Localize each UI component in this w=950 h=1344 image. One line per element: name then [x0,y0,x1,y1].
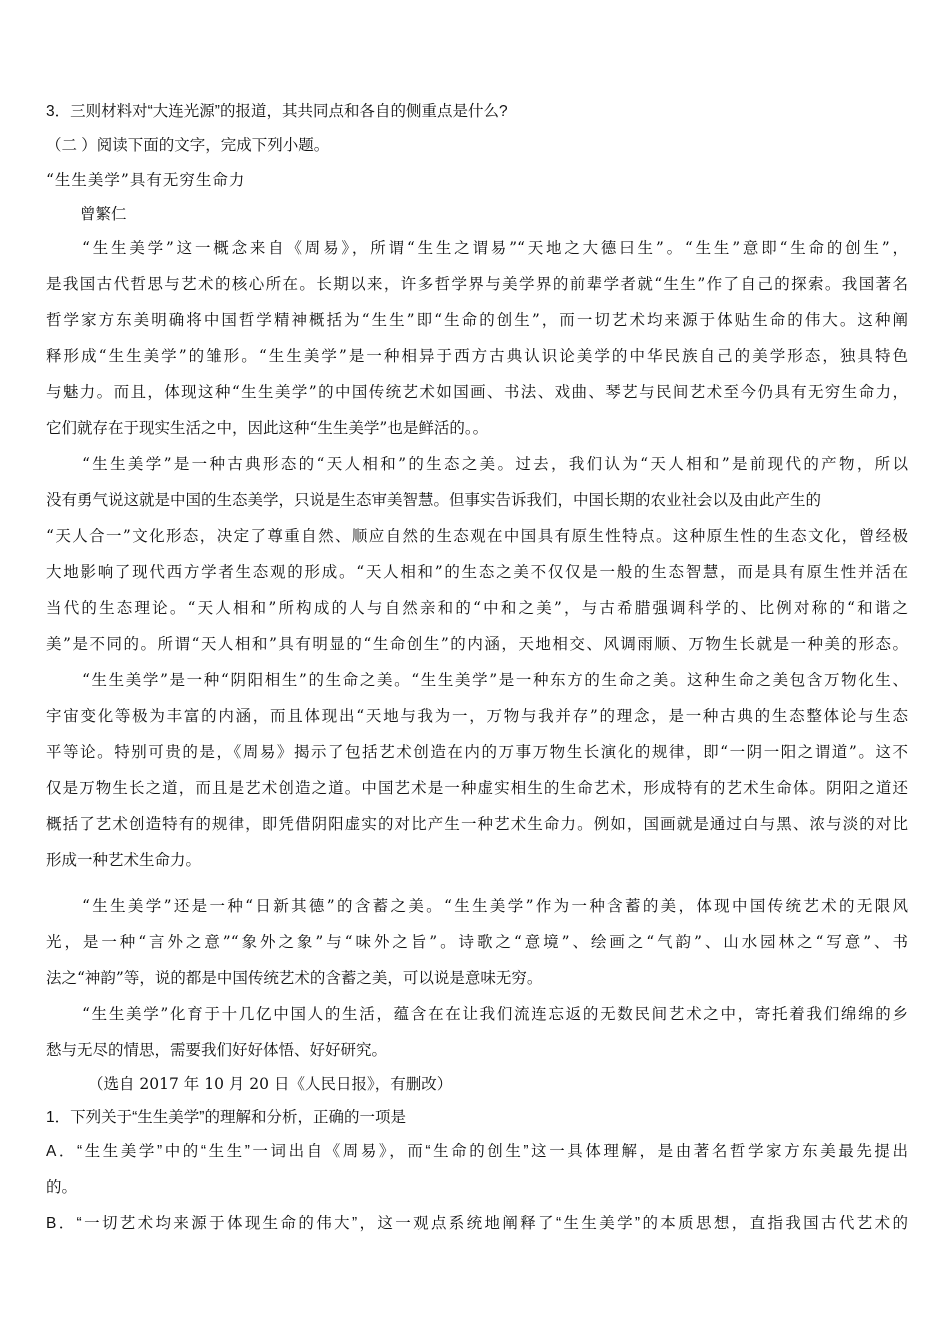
question-3: 3．三则材料对“大连光源”的报道，其共同点和各自的侧重点是什么? [46,103,508,120]
paragraph-4-line: 法之“神韵”等，说的都是中国传统艺术的含蓄之美，可以说是意味无穷。 [46,969,543,987]
paragraph-2-line: 当代的生态理论。“天人相和”所构成的人与自然亲和的“中和之美”，与古希腊强调科学的、比例对称的“和谐之 [46,599,908,617]
paragraph-3-line: 宇宙变化等极为丰富的内涵，而且体现出“天地与我为一，万物与我并存”的理念，是一种古典的生态整体论与生态 [46,707,908,725]
paragraph-2-line: “生生美学”是一种古典形态的“天人相和”的生态之美。过去，我们认为“天人相和”是前现代的产物，所以 [82,455,908,473]
paragraph-1-line: 哲学家方东美明确将中国哲学精神概括为“生生”即“生命的创生”，而一切艺术均来源于体贴生命的伟大。这种阐 [46,311,908,329]
paragraph-3-line: 概括了艺术创造特有的规律，即凭借阴阳虚实的对比产生一种艺术生命力。例如，国画就是通过白与黑、浓与淡的对比 [46,815,908,833]
section-intro: （二 ）阅读下面的文字，完成下列小题。 [46,137,330,154]
article-title: “生生美学”具有无穷生命力 [46,171,246,189]
article-source: （选自 2017 年 10 月 20 日《人民日报》，有删改） [88,1075,453,1093]
paragraph-2-line: 大地影响了现代西方学者生态观的形成。“天人相和”的生态之美不仅仅是一般的生态智慧，而是具有原生性并活在 [46,563,908,581]
paragraph-3-line: 形成一种艺术生命力。 [46,851,202,869]
paragraph-2-line: 美”是不同的。所谓“天人相和”具有明显的“生命创生”的内涵，天地相交、风调雨顺、万物生长就是一种美的形态。 [46,635,908,653]
option-a-line: 的。 [46,1179,78,1196]
paragraph-3-line: “生生美学”是一种“阴阳相生”的生命之美。“生生美学”是一种东方的生命之美。这种生命之美包含万物化生、 [82,671,908,689]
paragraph-5-line: “生生美学”化育于十几亿中国人的生活，蕴含在在让我们流连忘返的无数民间艺术之中，寄托着我们绵绵的乡 [82,1005,908,1023]
paragraph-1-line: 它们就存在于现实生活之中，因此这种“生生美学”也是鲜活的。。 [46,419,489,437]
paragraph-3-line: 仅是万物生长之道，而且是艺术创造之道。中国艺术是一种虚实相生的生命艺术，形成特有的艺术生命体。阴阳之道还 [46,779,908,797]
option-a-line: A．“生生美学”中的“生生”一词出自《周易》，而“生命的创生”这一具体理解，是由著名哲学家方东美最先提出 [46,1143,908,1160]
paragraph-1-line: 与魅力。而且，体现这种“生生美学”的中国传统艺术如国画、书法、戏曲、琴艺与民间艺术至今仍具有无穷生命力， [46,383,908,401]
paragraph-1-line: “生生美学”这一概念来自《周易》，所谓“生生之谓易”“天地之大德曰生”。“生生”意即“生命的创生”， [82,239,908,257]
paragraph-2-line: “天人合一”文化形态，决定了尊重自然、顺应自然的生态观在中国具有原生性特点。这种原生性的生态文化，曾经极 [46,527,908,545]
paragraph-4-line: “生生美学”还是一种“日新其德”的含蓄之美。“生生美学”作为一种含蓄的美，体现中国传统艺术的无限风 [82,897,908,915]
paragraph-5-line: 愁与无尽的情思，需要我们好好体悟、好好研究。 [46,1041,388,1059]
question-1-stem: 1．下列关于“生生美学”的理解和分析，正确的一项是 [46,1109,406,1126]
paragraph-1-line: 是我国古代哲思与艺术的核心所在。长期以来，许多哲学界与美学界的前辈学者就“生生”作了自己的探索。我国著名 [46,275,908,293]
article-author: 曾繁仁 [80,205,127,223]
paragraph-2-line: 没有勇气说这就是中国的生态美学，只说是生态审美智慧。但事实告诉我们，中国长期的农业社会以及由此产生的 [46,491,822,509]
option-b-line: B．“一切艺术均来源于体现生命的伟大”，这一观点系统地阐释了“生生美学”的本质思想，直指我国古代艺术的 [46,1215,908,1232]
paragraph-1-line: 释形成“生生美学”的雏形。“生生美学”是一种相异于西方古典认识论美学的中华民族自己的美学形态，独具特色 [46,347,908,365]
paragraph-3-line: 平等论。特别可贵的是，《周易》揭示了包括艺术创造在内的万事万物生长演化的规律，即“一阴一阳之谓道”。这不 [46,743,908,761]
paragraph-4-line: 光，是一种“言外之意”“象外之象”与“味外之旨”。诗歌之“意境”、绘画之“气韵”、山水园林之“写意”、书 [46,933,908,951]
